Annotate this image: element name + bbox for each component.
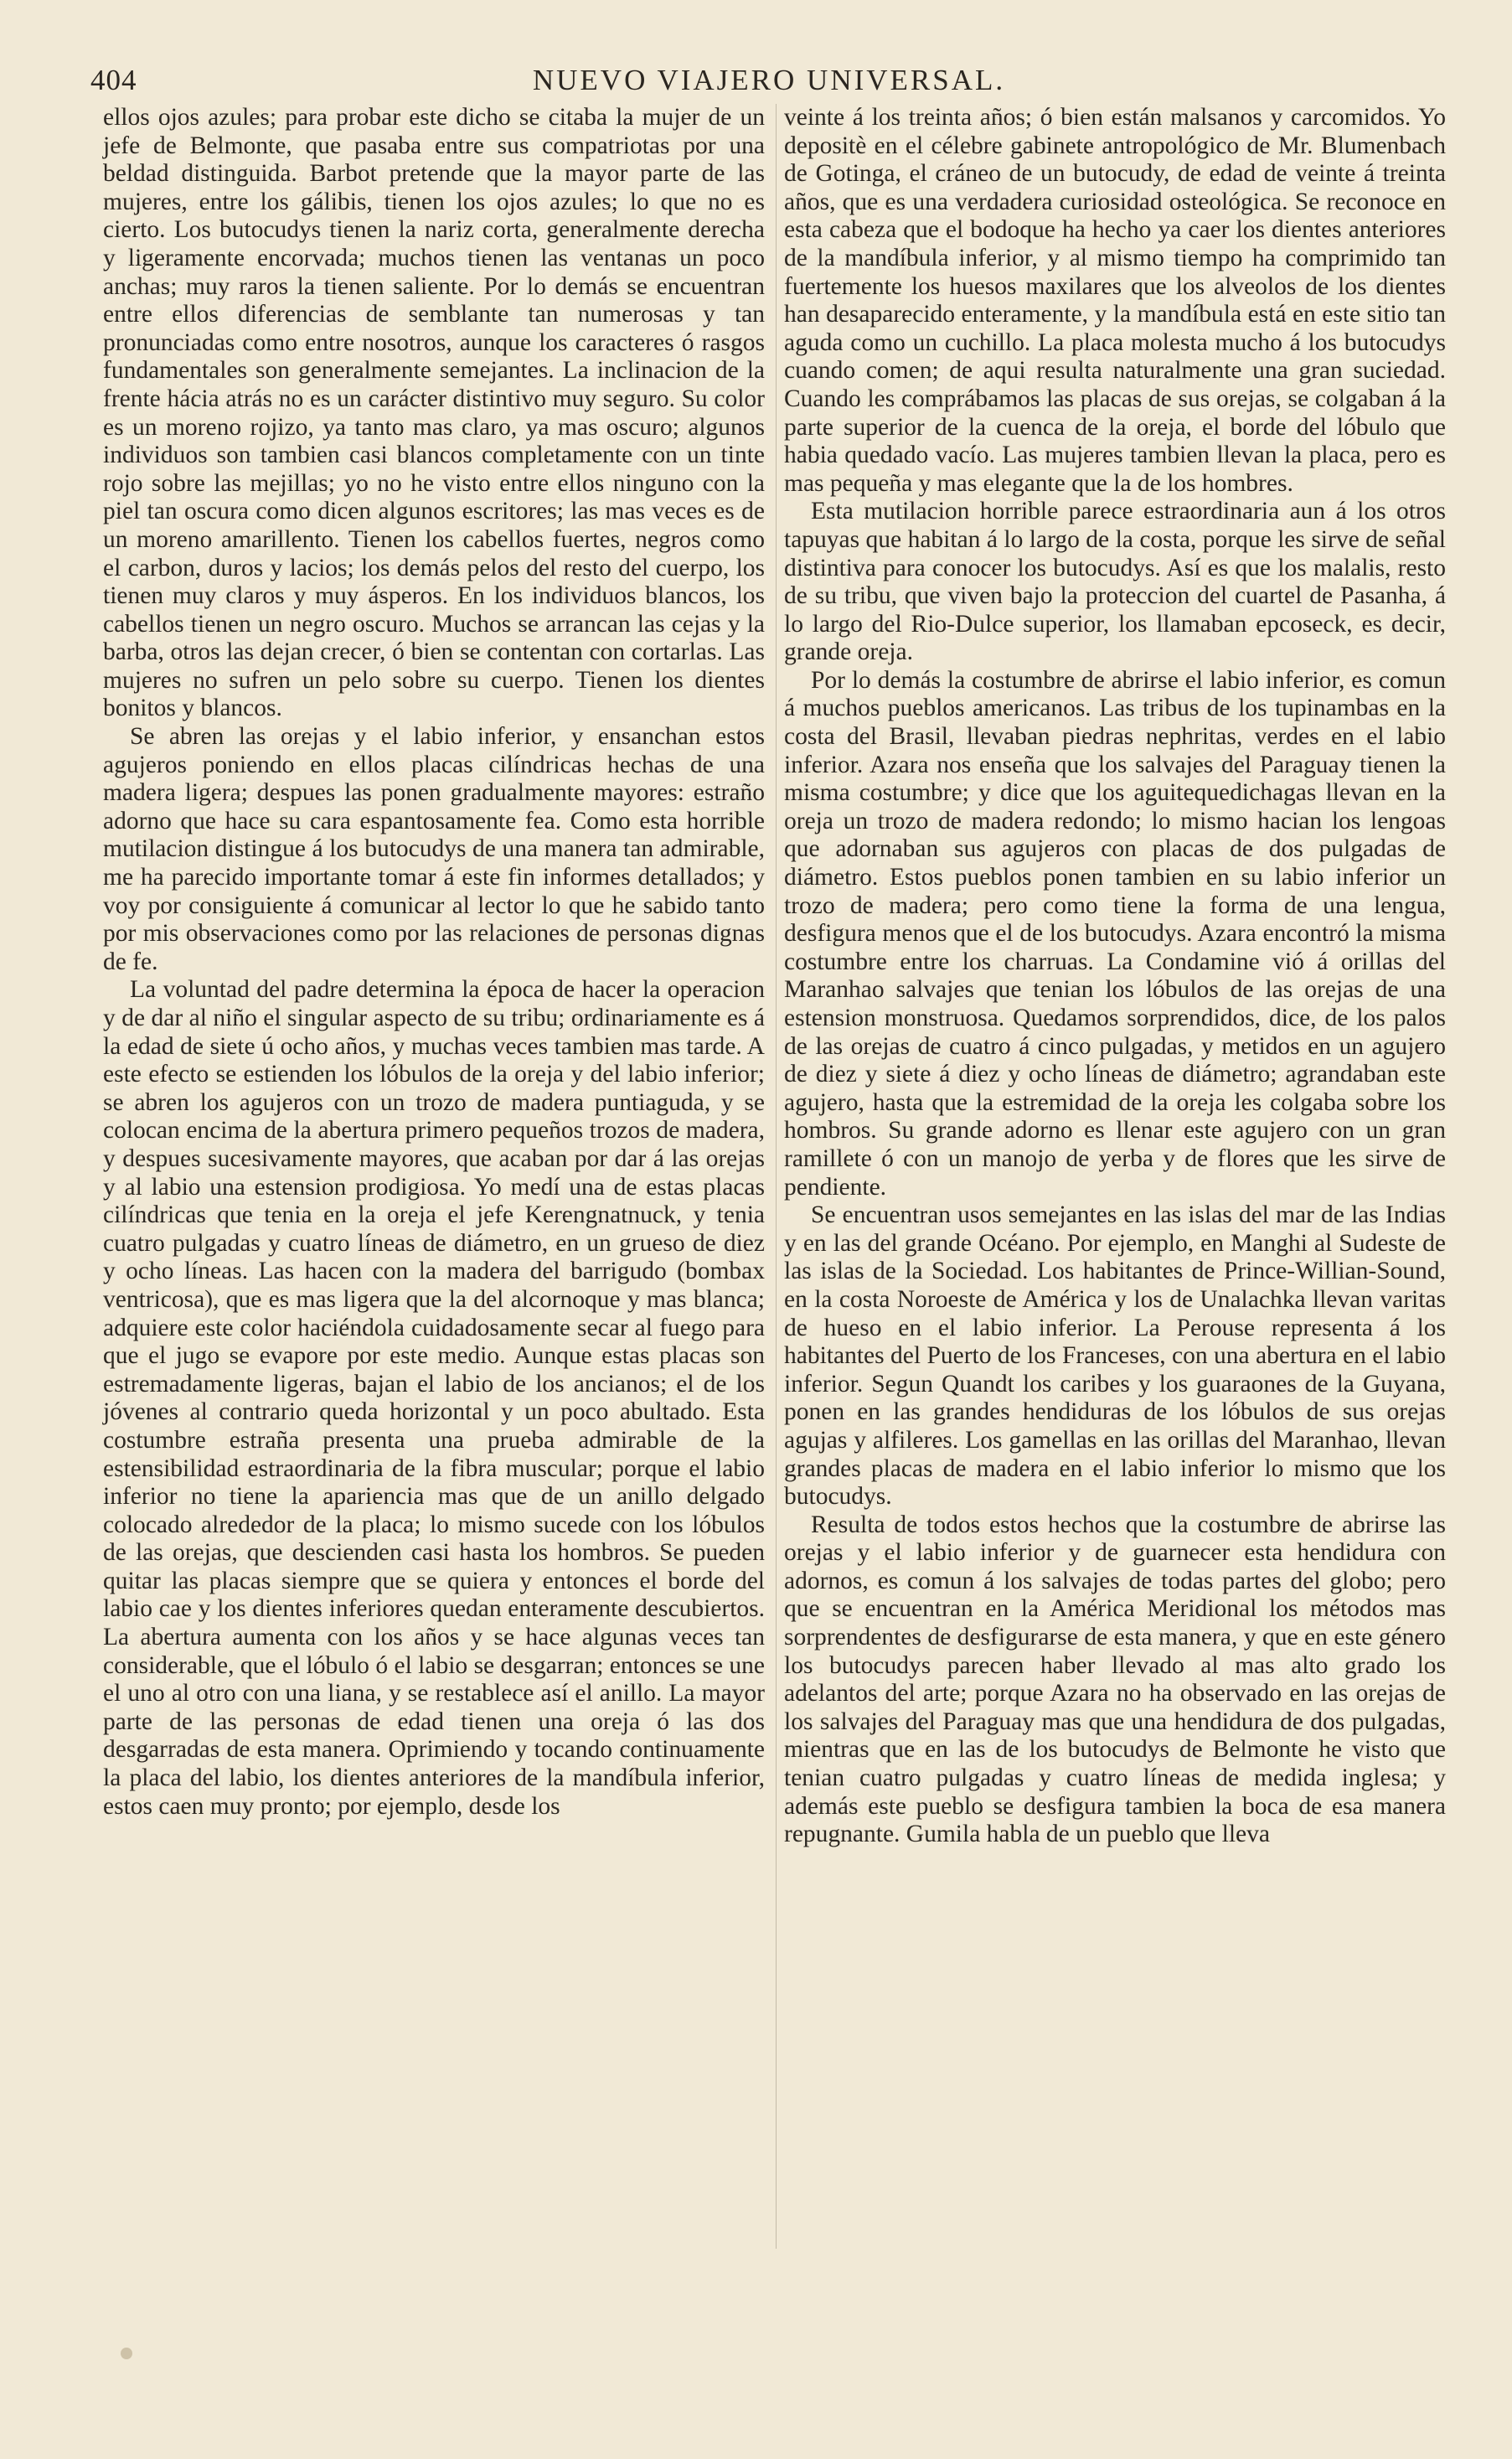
paragraph: Se abren las orejas y el labio inferior, y ensanchan estos agujeros poniendo en ellos placas cilíndricas hechas de una madera ligera; despues las ponen gradualmente mayores: estraño adorno que hace su cara espantosamente fea. Como esta horrible mutilacion distingue á los butocudys de una manera tan admirable, me ha parecido importante tomar á este fin informes detallados; y voy por consiguiente á comunicar al lector lo que he sabido tanto por mis observaciones como por las relaciones de personas dignas de fe. [103,723,765,975]
left-column [103,104,765,1821]
paragraph: veinte á los treinta años; ó bien están malsanos y carcomidos. Yo depositè en el célebre gabinete antropológico de Mr. Blumenbach de Gotinga, el cráneo de un butocudy, de edad de veinte á treinta años, que es una verdadera curiosidad osteológica. Se reconoce en esta cabeza que el bodoque ha hecho ya caer los dientes anteriores de la mandíbula inferior, y al mismo tiempo ha comprimido tan fuertemente los huesos maxilares que los alveolos de los dientes han desaparecido enteramente, y la mandíbula está en este sitio tan aguda como un cuchillo. La placa molesta mucho á los butocudys cuando comen; de aqui resulta naturalmente una gran suciedad. Cuando les comprábamos las placas de sus orejas, se colgaban á la parte superior de la cuenca de la oreja, el borde del lóbulo que habia quedado vacío. Las mujeres tambien llevan la placa, pero es mas pequeña y mas elegante que la de los hombres. [784,104,1446,497]
running-title: NUEVO VIAJERO UNIVERSAL. [532,64,1006,96]
paragraph: Se encuentran usos semejantes en las islas del mar de las Indias y en las del grande Océano. Por ejemplo, en Manghi al Sudeste de las islas de la Sociedad. Los habitantes de Prince-Willian-Sound, en la costa Noroeste de América y los de Unalachka llevan varitas de hueso en el labio inferior. La Perouse representa á los habitantes del Puerto de los Franceses, con una abertura en el labio inferior. Segun Quandt los caribes y los guaraones de la Guyana, ponen en las grandes hendiduras de los lóbulos de sus orejas agujas y alfileres. Los gamellas en las orillas del Maranhao, llevan grandes placas de madera en el labio inferior lo mismo que los butocudys. [784,1201,1446,1511]
right-column [784,104,1446,1849]
column-divider [776,104,777,2249]
paragraph: Por lo demás la costumbre de abrirse el labio inferior, es comun á muchos pueblos americanos. Las tribus de los tupinambas en la costa del Brasil, llevaban piedras nephritas, verdes en el labio inferior. Azara nos enseña que los salvajes del Paraguay tienen la misma costumbre; y dice que los aguitequedichagas llevan en la oreja un trozo de madera redondo; lo mismo hacian los lengoas que adornaban sus agujeros con placas de dos pulgadas de diámetro. Estos pueblos ponen tambien en su labio inferior un trozo de madera; pero como tiene la forma de una lengua, desfigura menos que el de los butocudys. Azara encontró la misma costumbre entre los charruas. La Condamine vió á orillas del Maranhao salvajes que tenian los lóbulos de las orejas de una estension monstruosa. Quedamos sorprendidos, dice, de los palos de las orejas de cuatro á cinco pulgadas, y metidos en un agujero de diez y siete á diez y ocho líneas de diámetro; agrandaban este agujero, hasta que la estremidad de la oreja les colgaba sobre los hombros. Su grande adorno es llenar este agujero con un gran ramillete ó con un manojo de yerba y de flores que les sirve de pendiente. [784,666,1446,1201]
paragraph: Esta mutilacion horrible parece estraordinaria aun á los otros tapuyas que habitan á lo largo de la costa, porque les sirve de señal distintiva para conocer los butocudys. Así es que los malalis, resto de su tribu, que viven bajo la proteccion del cuartel de Pasanha, á lo largo del Rio-Dulce superior, los llamaban epcoseck, es decir, grande oreja. [784,498,1446,666]
paragraph: Resulta de todos estos hechos que la costumbre de abrirse las orejas y el labio inferior y de guarnecer esta hendidura con adornos, es comun á los salvajes de todas partes del globo; pero que se encuentran en la América Meridional los métodos mas sorprendentes de desfigurarse de esta manera, y que en este género los butocudys parecen haber llevado al mas alto grado los adelantos del arte; porque Azara no ha observado en las orejas de los salvajes del Paraguay mas que una hendidura de dos pulgadas, mientras que en las de los butocudys de Belmonte he visto que tenian cuatro pulgadas y cuatro líneas de medida inglesa; y además este pueblo se desfigura tambien la boca de esa manera repugnante. Gumila habla de un pueblo que lleva [784,1511,1446,1848]
ink-spot [121,2348,132,2359]
paragraph: La voluntad del padre determina la época de hacer la operacion y de dar al niño el singular aspecto de su tribu; ordinariamente es á la edad de siete ú ocho años, y muchas veces tambien mas tarde. A este efecto se estienden los lóbulos de la oreja y del labio inferior; se abren los agujeros con un trozo de madera puntiaguda, y se colocan encima de la abertura primero pequeños trozos de madera, y despues sucesivamente mayores, que acaban por dar á las orejas y al labio una estension prodigiosa. Yo medí una de estas placas cilíndricas que tenia en la oreja el jefe Kerengnatnuck, y tenia cuatro pulgadas y cuatro líneas de diámetro, en un grueso de diez y ocho líneas. Las hacen con la madera del barrigudo (bombax ventricosa), que es mas ligera que la del alcornoque y mas blanca; adquiere este color haciéndola cuidadosamente secar al fuego para que el jugo se evapore por este medio. Aunque estas placas son estremadamente ligeras, bajan el labio de los ancianos; el de los jóvenes al contrario queda horizontal y un poco abultado. Esta costumbre estraña presenta una prueba admirable de la estensibilidad estraordinaria de la fibra muscular; porque el labio inferior no tiene la apariencia mas que de un anillo delgado colocado alrededor de la placa; lo mismo sucede con los lóbulos de las orejas, que descienden casi hasta los hombros. Se pueden quitar las placas siempre que se quiera y entonces el borde del labio cae y los dientes inferiores quedan enteramente descubiertos. La abertura aumenta con los años y se hace algunas veces tan considerable, que el lóbulo ó el labio se desgarran; entonces se une el uno al otro con una liana, y se restablece así el anillo. La mayor parte de las personas de edad tienen una oreja ó las dos desgarradas de esta manera. Oprimiendo y tocando continuamente la placa del labio, los dientes anteriores de la mandíbula inferior, estos caen muy pronto; por ejemplo, desde los [103,976,765,1820]
paragraph: ellos ojos azules; para probar este dicho se citaba la mujer de un jefe de Belmonte, que pasaba entre sus compatriotas por una beldad distinguida. Barbot pretende que la mayor parte de las mujeres, entre los gálibis, tienen los ojos azules; lo que no es cierto. Los butocudys tienen la nariz corta, generalmente derecha y ligeramente encorvada; muchos tienen las ventanas un poco anchas; muy raros la tienen saliente. Por lo demás se encuentran entre ellos diferencias de semblante tan numerosas y tan pronunciadas como entre nosotros, aunque los caracteres ó rasgos fundamentales son generalmente semejantes. La inclinacion de la frente hácia atrás no es un carácter distintivo muy seguro. Su color es un moreno rojizo, ya tanto mas claro, ya mas oscuro; algunos individuos son tambien casi blancos completamente con un tinte rojo sobre las mejillas; yo no he visto entre ellos ninguno con la piel tan oscura como dicen algunos escritores; las mas veces es de un moreno amarillento. Tienen los cabellos fuertes, negros como el carbon, duros y lacios; los demás pelos del resto del cuerpo, los tienen muy claros y muy ásperos. En los individuos blancos, los cabellos tienen un negro oscuro. Muchos se arrancan las cejas y la barba, otros las dejan crecer, ó bien se contentan con cortarlas. Las mujeres no sufren un pelo sobre su cuerpo. Tienen los dientes bonitos y blancos. [103,104,765,722]
page-number: 404 [90,64,137,96]
page-header [90,64,1447,102]
